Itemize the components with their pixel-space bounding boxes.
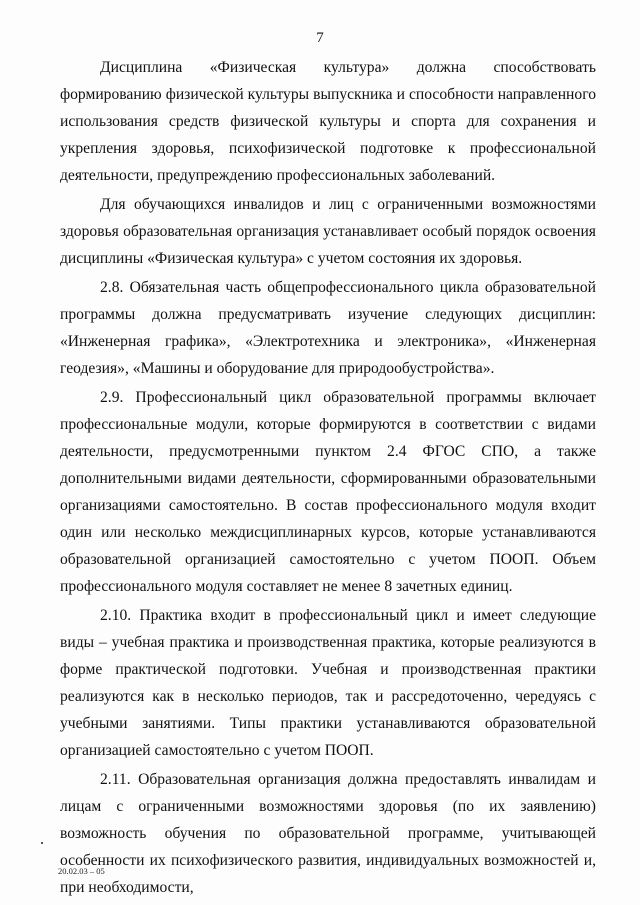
paragraph-2-10: 2.10. Практика входит в профессиональный цикл и имеет следующие виды – учебная практика и производственная практика, которые реализуются в форме практической подготовки. Учебная и производственная практики реализуются как в несколько периодов, так и рассредоточенно, чередуясь с учебными занятиями. Типы практики устанавливаются образовательной организацией самостоятельно с учетом ПООП. [60,607,596,759]
document-body [60,54,596,903]
footer-document-code: 20.02.03 – 05 [58,866,105,876]
paragraph-disabled-students: Для обучающихся инвалидов и лиц с ограниченными возможностями здоровья образовательная организация устанавливает особый порядок освоения дисциплины «Физическая культура» с учетом состояния их здоровья. [60,196,596,267]
paragraph-2-11: 2.11. Образовательная организация должна предоставлять инвалидам и лицам с ограниченными возможностями здоровья (по их заявлению) возможность обучения по образовательной программе, учитывающей особенности их психофизического развития, индивидуальных возможностей и, при необходимости, [60,771,596,896]
paragraph-physical-culture: Дисциплина «Физическая культура» должна способствовать формированию физической культуры выпускника и способности направленного использования средств физической культуры и спорта для сохранения и укрепления здоровья, психофизической подготовке к профессиональной деятельности, предупреждению профессиональных заболеваний. [60,59,596,184]
margin-mark [41,842,43,844]
paragraph-2-9: 2.9. Профессиональный цикл образовательной программы включает профессиональные модули, которые формируются в соответствии с видами деятельности, предусмотренными пунктом 2.4 ФГОС СПО, а также дополнительными видами деятельности, сформированными образовательными организациями самостоятельно. В состав профессионального модуля входит один или несколько междисциплинарных курсов, которые устанавливаются образовательной организацией самостоятельно с учетом ПООП. Объем профессионального модуля составляет не менее 8 зачетных единиц. [60,389,596,595]
paragraph-2-8: 2.8. Обязательная часть общепрофессионального цикла образовательной программы должна предусматривать изучение следующих дисциплин: «Инженерная графика», «Электротехника и электроника», «Инженерная геодезия», «Машины и оборудование для природообустройства». [60,279,596,377]
page-number: 7 [316,30,324,46]
